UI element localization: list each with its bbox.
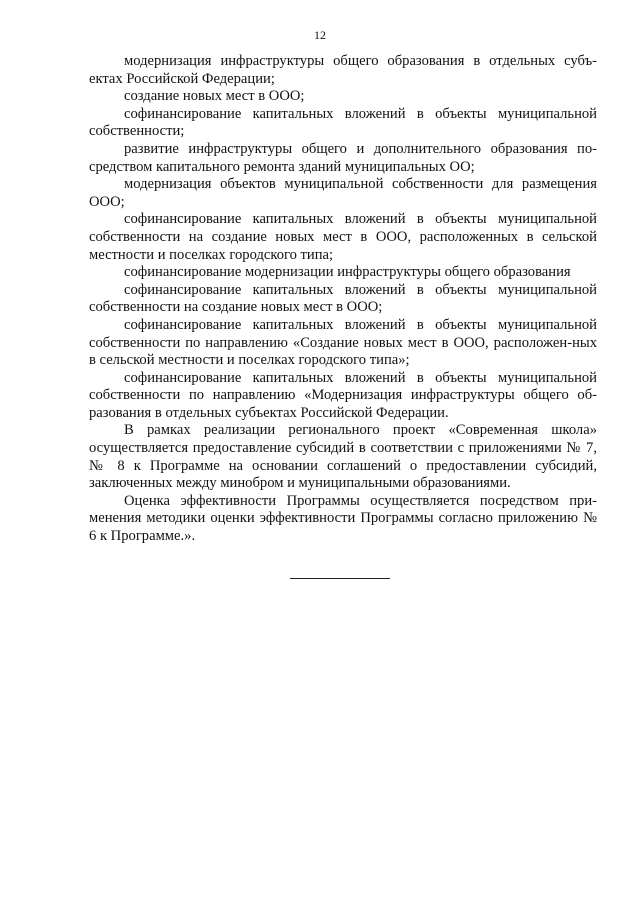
paragraph: модернизация объектов муниципальной собственности для размещения ООО; bbox=[89, 176, 597, 210]
paragraph: софинансирование модернизации инфраструктуры общего образования bbox=[124, 264, 571, 281]
paragraph: софинансирование капитальных вложений в объекты муниципальной собственности; bbox=[89, 105, 597, 140]
paragraph: модернизация инфраструктуры общего образования в отдельных субъ-ектах Российской Федерации; bbox=[89, 53, 597, 87]
paragraph: В рамках реализации регионального проект «Современная школа» осуществляется предоставление субсидий в соответствии с приложениями № 7, № 8 к Программе на основании соглашений о предоставлении субсидий, заключенных между минобром и муниципальными образованиями. bbox=[89, 422, 597, 492]
page-number: 12 bbox=[314, 28, 326, 42]
paragraph: Оценка эффективности Программы осуществляется посредством при-менения методики оценки эффективности Программы согласно приложению № 6 к Программе.». bbox=[89, 492, 597, 545]
paragraph: софинансирование капитальных вложений в объекты муниципальной собственности по направлению «Модернизация инфраструктуры общего об-разования в отдельных субъектах Российской Федерации. bbox=[89, 369, 597, 421]
paragraph: создание новых мест в ООО; bbox=[124, 88, 305, 105]
paragraph: софинансирование капитальных вложений в объекты муниципальной собственности на создание новых мест в ООО, расположенных в сельской местности и поселках городского типа; bbox=[89, 211, 597, 263]
document-body bbox=[89, 53, 597, 546]
paragraph: развитие инфраструктуры общего и дополнительного образования по-средством капитального ремонта зданий муниципальных ОО; bbox=[89, 140, 597, 175]
paragraph: софинансирование капитальных вложений в объекты муниципальной собственности на создание новых мест в ООО; bbox=[89, 281, 597, 316]
paragraph: софинансирование капитальных вложений в объекты муниципальной собственности по направлению «Создание новых мест в ООО, расположен-ных в сельской местности и поселках городского типа»; bbox=[89, 316, 597, 369]
end-separator-line bbox=[290, 578, 390, 579]
